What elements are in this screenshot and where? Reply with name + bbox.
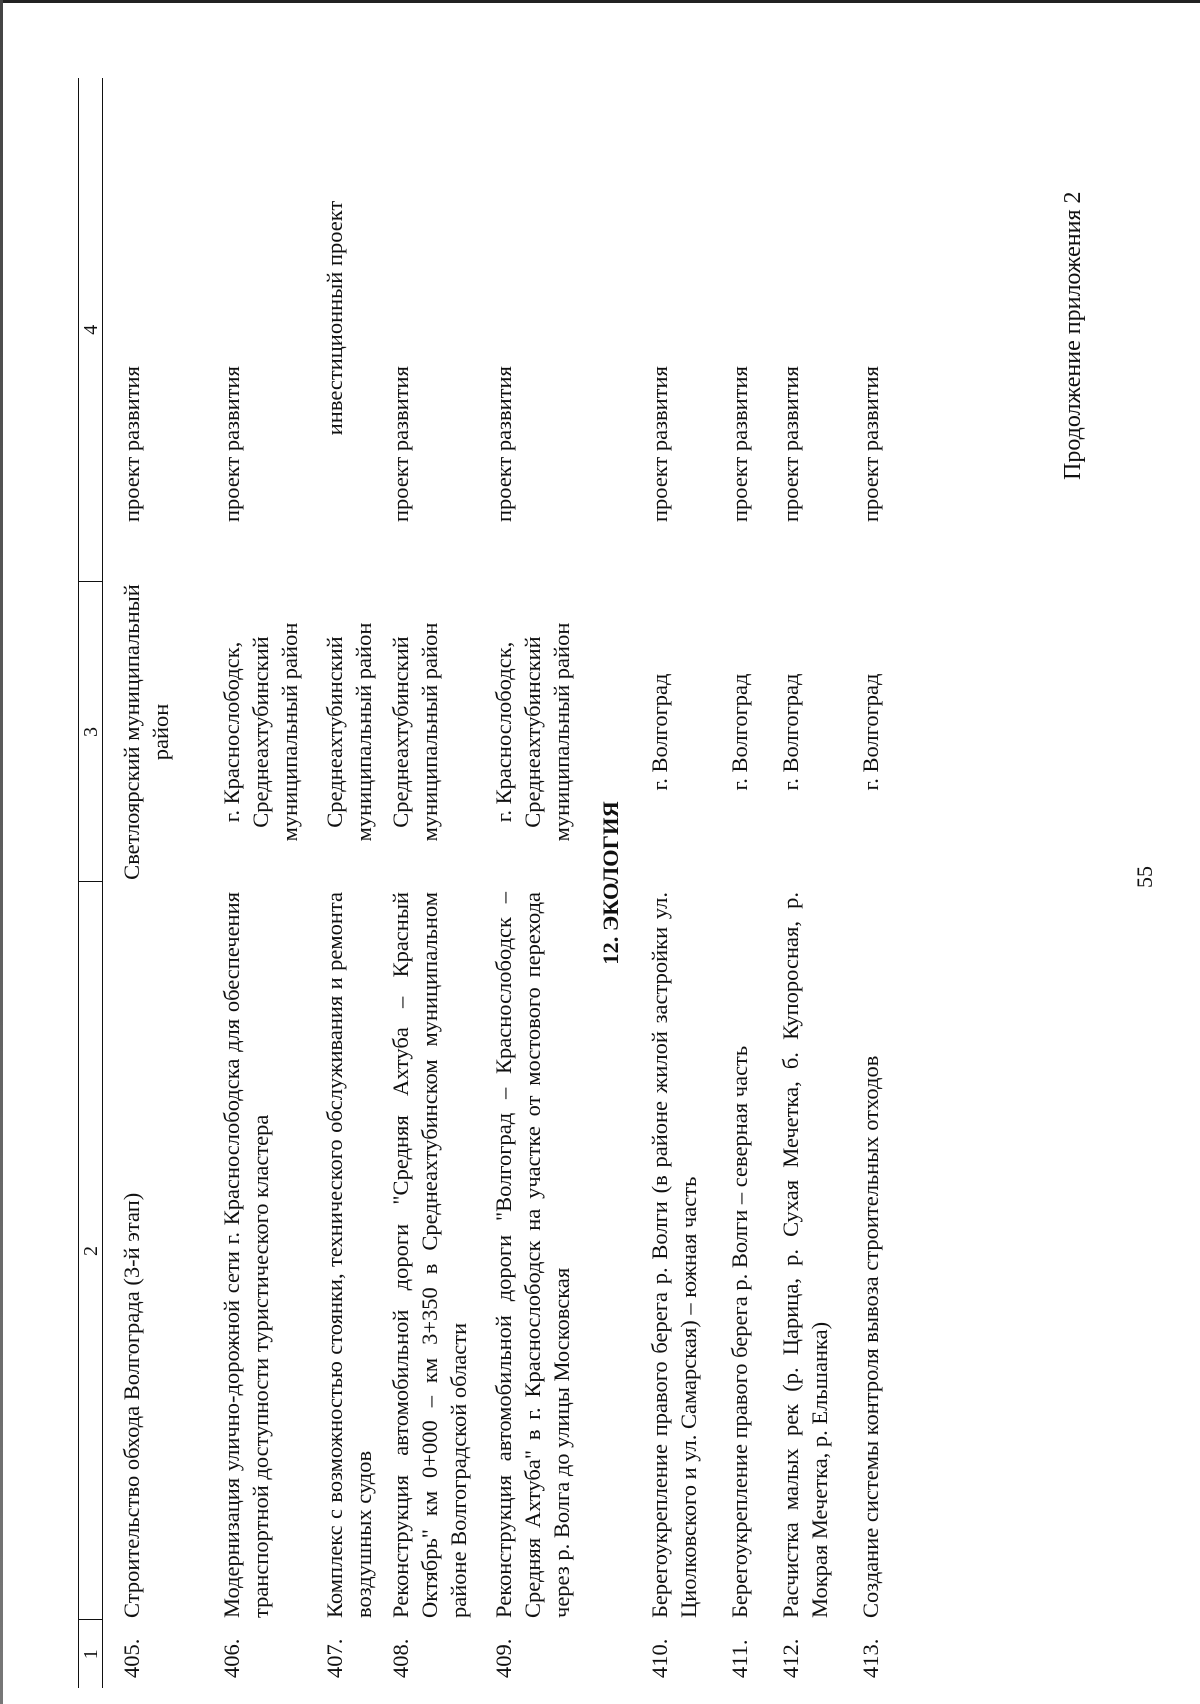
project-location: г. Волгоград [647, 673, 672, 791]
project-name: Создание системы контроля вывоза строительных отходов [858, 1055, 883, 1618]
project-location: Среднеахтубинский муниципальный район [388, 622, 442, 842]
project-name: Строительство обхода Волгограда (3-й этап) [119, 1192, 144, 1618]
project-type: проект развития [491, 366, 516, 522]
project-name: Комплекс с возможностью стоянки, технического обслуживания и ремонта воздушных судов [322, 892, 376, 1618]
project-name: Модернизация улично-дорожной сети г. Краснослободска для обеспечения транспортной доступности туристического кластера [219, 892, 273, 1618]
table-row [725, 78, 754, 1688]
project-type: проект развития [219, 366, 244, 522]
table-row [117, 78, 175, 1688]
project-location: г. Краснослободск, Среднеахтубинский муниципальный район [219, 622, 302, 842]
row-number: 408. [388, 1638, 413, 1678]
section-row [576, 78, 645, 1688]
row-number: 405. [119, 1638, 144, 1678]
appendix-note: Продолжение приложения 2 [1060, 191, 1086, 480]
table-row [489, 78, 576, 1688]
row-number: 406. [219, 1638, 244, 1678]
project-location: Светлоярский муниципальный район [119, 584, 173, 880]
row-number: 407. [322, 1638, 347, 1678]
table-row [645, 78, 703, 1688]
section-title: 12. ЭКОЛОГИЯ [598, 801, 623, 965]
project-location: г. Волгоград [858, 673, 883, 791]
table-row [320, 78, 378, 1688]
row-number: 410. [647, 1638, 672, 1678]
table-row [776, 78, 834, 1688]
project-name: Расчистка малых рек (р. Царица, р. Сухая Мечетка, б. Купоросная, р. Мокрая Мечетка, р. Ельшанка) [778, 892, 832, 1618]
project-name: Реконструкция автомобильной дороги "Волгоград – Краснослободск – Средняя Ахтуба" в г. Краснослободск на участке от мостового перехода через р. Волга до улицы Московская [491, 892, 574, 1618]
project-location: г. Краснослободск, Среднеахтубинский муниципальный район [491, 622, 574, 842]
project-type: инвестиционный проект [322, 200, 347, 436]
project-name: Берегоукрепление правого берега р. Волги (в районе жилой застройки ул. Циолковского и ул. Самарская) – южная часть [647, 892, 701, 1618]
row-number: 412. [778, 1638, 803, 1678]
project-type: проект развития [778, 366, 803, 522]
project-type: проект развития [647, 366, 672, 522]
project-type: проект развития [727, 366, 752, 522]
column-header: 4 [79, 78, 103, 582]
project-location: Среднеахтубинский муниципальный район [322, 622, 376, 842]
project-location: г. Волгоград [727, 673, 752, 791]
column-header: 3 [79, 582, 103, 882]
table-row [386, 78, 473, 1688]
project-type: проект развития [388, 366, 413, 522]
column-header: 2 [79, 882, 103, 1620]
project-type: проект развития [119, 366, 144, 522]
table-row [856, 78, 885, 1688]
row-number: 409. [491, 1638, 516, 1678]
table-row [217, 78, 304, 1688]
column-header: 1 [79, 1620, 103, 1688]
project-type: проект развития [858, 366, 883, 522]
row-number: 413. [858, 1638, 883, 1678]
page-number: 55 [1132, 866, 1157, 888]
project-name: Берегоукрепление правого берега р. Волги – северная часть [727, 1045, 752, 1618]
table-header-row [79, 78, 103, 1688]
row-number: 411. [727, 1639, 752, 1678]
project-name: Реконструкция автомобильной дороги "Средняя Ахтуба – Красный Октябрь" км 0+000 – км 3+350 в Среднеахтубинском муниципальном районе Волгоградской области [388, 892, 471, 1618]
projects-table [78, 78, 885, 1688]
project-location: г. Волгоград [778, 673, 803, 791]
